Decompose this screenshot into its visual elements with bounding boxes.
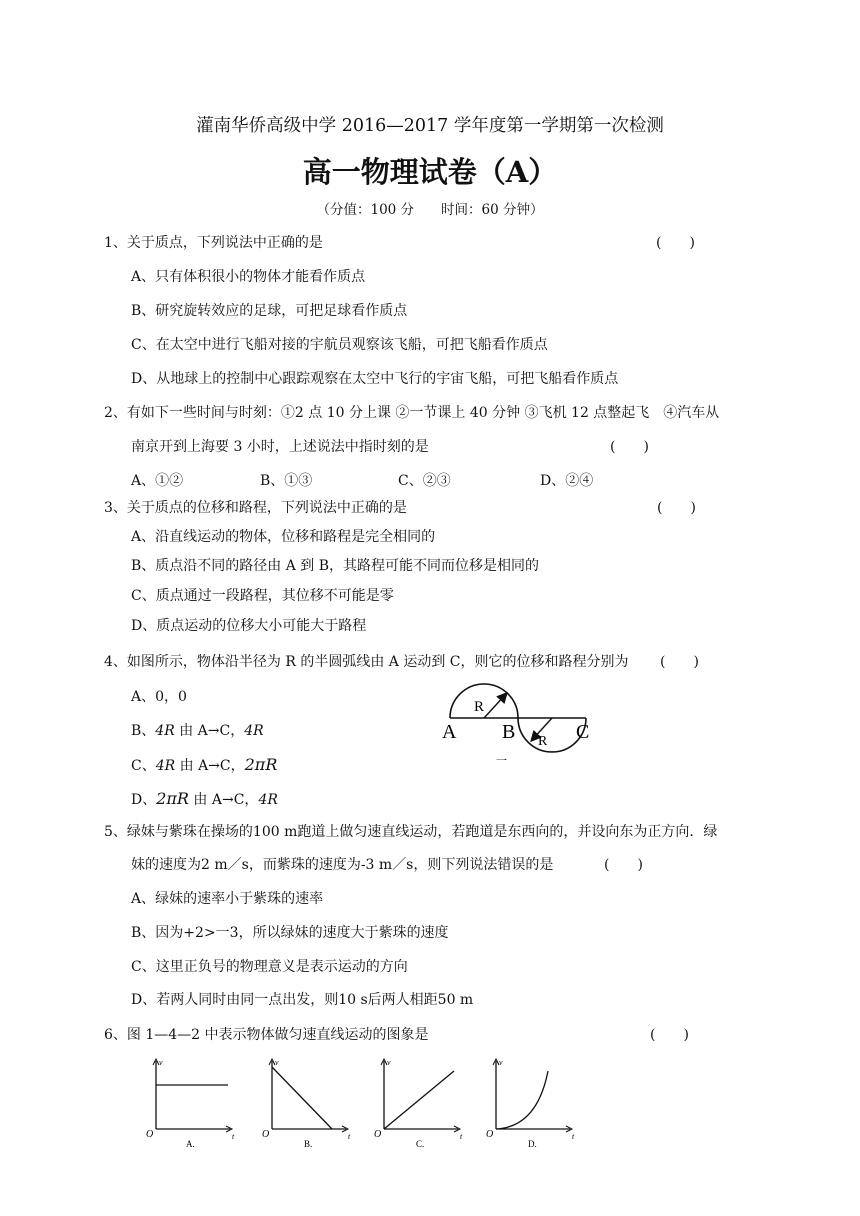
q4-option-c (131, 756, 277, 775)
graph-curve (272, 1067, 332, 1129)
origin-label: O (262, 1129, 270, 1140)
q3-option-a: A、沿直线运动的物体，位移和路程是完全相同的 (131, 529, 436, 545)
q4-option-b-letter: B、 (131, 723, 156, 739)
v-axis-label: v (387, 1058, 391, 1067)
t-axis-label: t (572, 1132, 575, 1141)
q2-option-a: A、①② (131, 473, 184, 489)
q5-stem: 5、绿妹与紫珠在操场的100 m跑道上做匀速直线运动，若跑道是东西向的，并设向东为正方向．绿 (104, 824, 718, 840)
q5-option-c: C、这里正负号的物理意义是表示运动的方向 (131, 959, 408, 975)
v-axis-label: v (275, 1058, 279, 1067)
q4-option-d-distance: 4R (258, 792, 278, 808)
graph-label: B. (304, 1139, 313, 1149)
q2-stem: 2、有如下一些时间与时刻：①2 点 10 分上课 ②一节课上 40 分钟 ③飞机 12 点整起飞 ④汽车从 (104, 405, 720, 421)
q3-stem: 3、关于质点的位移和路程，下列说法中正确的是 (104, 500, 407, 516)
graph-label: C. (416, 1139, 425, 1149)
q1-option-a: A、只有体积很小的物体才能看作质点 (131, 269, 366, 285)
vt-graph-a (142, 1055, 242, 1150)
origin-label: O (146, 1129, 154, 1140)
origin-label: O (486, 1129, 494, 1140)
q4-stem: 4、如图所示，物体沿半径为 R 的半圆弧线由 A 运动到 C，则它的位移和路程分别为 (104, 654, 629, 670)
q1-stem: 1、关于质点，下列说法中正确的是 (104, 235, 323, 251)
school-header: 灌南华侨高级中学 2016—2017 学年度第一学期第一次检测 (196, 116, 664, 136)
q4-option-b-displacement: 4R (155, 723, 175, 739)
q4-option-d-letter: D、 (131, 792, 157, 808)
q4-option-b-distance: 4R (244, 723, 264, 739)
q4-answer-paren: ( ) (660, 654, 699, 670)
point-b-label: B (502, 721, 516, 743)
q4-option-c-direction: 由 A→C， (175, 758, 245, 774)
q4-option-d-direction: 由 A→C， (188, 792, 259, 808)
exam-info: （分值：100 分 时间：60 分钟） (316, 202, 544, 218)
q4-option-c-letter: C、 (131, 758, 156, 774)
q6-stem: 6、图 1—4—2 中表示物体做匀速直线运动的图象是 (104, 1027, 429, 1043)
t-axis-label: t (232, 1132, 235, 1141)
q4-option-c-distance: 2πR (244, 755, 278, 774)
origin-label: O (374, 1129, 382, 1140)
q5-option-a: A、绿妹的速率小于紫珠的速率 (131, 891, 324, 907)
q4-option-b-direction: 由 A→C， (174, 723, 245, 739)
v-axis-label: v (499, 1058, 503, 1067)
q2-option-b: B、①③ (260, 473, 313, 489)
figure-mark: 一 (496, 755, 507, 767)
q1-option-c: C、在太空中进行飞船对接的宇航员观察该飞船，可把飞船看作质点 (131, 337, 548, 353)
vt-graph-c (370, 1055, 470, 1150)
page-title: 高一物理试卷（A） (302, 155, 558, 189)
vt-graph-d (482, 1055, 582, 1150)
q4-option-a: A、0，0 (131, 689, 187, 705)
q1-option-d: D、从地球上的控制中心跟踪观察在太空中飞行的宇宙飞船，可把飞船看作质点 (131, 371, 619, 387)
graph-label: A. (186, 1139, 195, 1149)
q4-option-d-displacement: 2πR (156, 789, 189, 808)
q5-option-d: D、若两人同时由同一点出发，则10 s后两人相距50 m (131, 992, 474, 1008)
point-c-label: C (576, 721, 590, 743)
q2-option-d: D、②④ (540, 473, 594, 489)
q2-answer-paren: ( ) (610, 439, 649, 455)
q4-option-b (131, 722, 264, 740)
q4-option-d (131, 790, 278, 809)
radius-label-upper: R (474, 699, 485, 715)
q2-stem-line2: 南京开到上海要 3 小时，上述说法中指时刻的是 (131, 439, 429, 455)
q5-stem-line2: 妹的速度为2 m／s，而紫珠的速度为-3 m／s，则下列说法错误的是 (131, 857, 554, 873)
q3-option-d: D、质点运动的位移大小可能大于路程 (131, 618, 367, 634)
graph-curve (384, 1071, 454, 1129)
graph-curve (496, 1071, 548, 1129)
q3-option-b: B、质点沿不同的路径由 A 到 B，其路程可能不同而位移是相同的 (131, 558, 540, 574)
graph-label: D. (528, 1139, 537, 1149)
radius-arrow-upper (484, 694, 506, 718)
radius-label-lower: R (538, 734, 548, 749)
q6-answer-paren: ( ) (650, 1027, 689, 1043)
vt-graph-b (258, 1055, 358, 1150)
q4-option-c-displacement: 4R (155, 758, 176, 774)
q3-option-c: C、质点通过一段路程，其位移不可能是零 (131, 588, 394, 604)
q5-answer-paren: ( ) (604, 857, 643, 873)
q5-option-b: B、因为+2>一3，所以绿妹的速度大于紫珠的速度 (131, 925, 449, 941)
q1-option-b: B、研究旋转效应的足球，可把足球看作质点 (131, 303, 408, 319)
t-axis-label: t (348, 1132, 351, 1141)
q1-answer-paren: ( ) (656, 235, 695, 251)
semicircle-path-figure (438, 680, 598, 770)
t-axis-label: t (460, 1132, 463, 1141)
q2-option-c: C、②③ (398, 473, 451, 489)
point-a-label: A (442, 721, 457, 743)
q3-answer-paren: ( ) (657, 500, 696, 516)
v-axis-label: v (159, 1058, 163, 1067)
